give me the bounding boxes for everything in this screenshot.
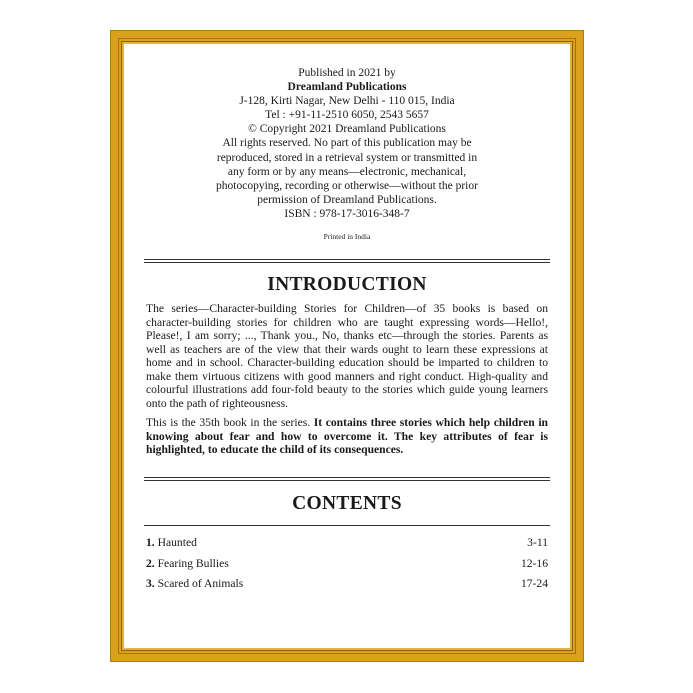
rights-line-4: photocopying, recording or otherwise—without the prior [216,179,478,192]
toc-item-label [146,557,229,570]
toc-item-title: Scared of Animals [157,577,244,591]
toc-item-label [146,577,243,590]
toc-item-number: 3. [146,577,155,591]
toc-item-number: 1. [146,536,155,550]
publisher-block [146,66,548,221]
introduction-body [146,302,548,457]
section-divider [144,477,550,481]
book-page [124,44,570,648]
publisher-address: J-128, Kirti Nagar, New Delhi - 110 015, India [239,95,455,108]
publisher-tel: Tel : +91-11-2510 6050, 2543 5657 [265,109,429,122]
toc-item-title: Fearing Bullies [157,556,229,570]
toc-item [146,553,548,574]
toc-item-title: Haunted [157,536,197,550]
copyright-line: © Copyright 2021 Dreamland Publications [248,123,446,136]
contents-list [146,533,548,595]
publisher-name: Dreamland Publications [287,81,407,94]
intro-paragraph-1: The series—Character-building Stories for Children—of 35 books is based on character-building stories for children who are taught expressing words—Hello!, Please!, I am sorry; ..., Thank you., No, thanks etc—through the stories. Parents as well as teachers are of the view that their wards ought to learn these expressions at home and in school. Character-building education should be imparted to children to make them virtuous citizens with good manners and right conduct. High-quality and colourful illustrations add four-fold beauty to the stories which guide young learners onto the path of righteousness. [146,302,548,410]
toc-item-number: 2. [146,556,155,570]
intro-paragraph-2-bold: It contains three stories which help children in knowing about fear and how to overcome it. The key attributes of fear is highlighted, to educate the child of its consequences. [146,416,548,457]
section-divider [144,259,550,263]
toc-item-pages: 3-11 [527,536,548,550]
published-line: Published in 2021 by [298,67,396,79]
toc-item-pages: 12-16 [520,556,548,570]
rights-line-3: any form or by any means—electronic, mechanical, [227,165,467,178]
rights-line-5: permission of Dreamland Publications. [257,193,437,206]
toc-item-pages: 17-24 [520,577,548,591]
isbn-line: ISBN : 978-17-3016-348-7 [284,207,410,220]
intro-paragraph-2-plain: This is the 35th book in the series. [146,416,314,430]
rights-line-2: reproduced, stored in a retrieval system or transmitted in [216,151,478,164]
intro-paragraph-2 [146,416,548,457]
contents-heading: CONTENTS [292,492,402,514]
contents-rule [144,525,550,526]
introduction-heading: INTRODUCTION [267,274,427,296]
toc-item [146,574,548,595]
printed-in: Printed in India [323,232,371,242]
rights-line-1: All rights reserved. No part of this publication may be [222,137,472,150]
toc-item [146,533,548,554]
toc-item-label [146,536,197,549]
